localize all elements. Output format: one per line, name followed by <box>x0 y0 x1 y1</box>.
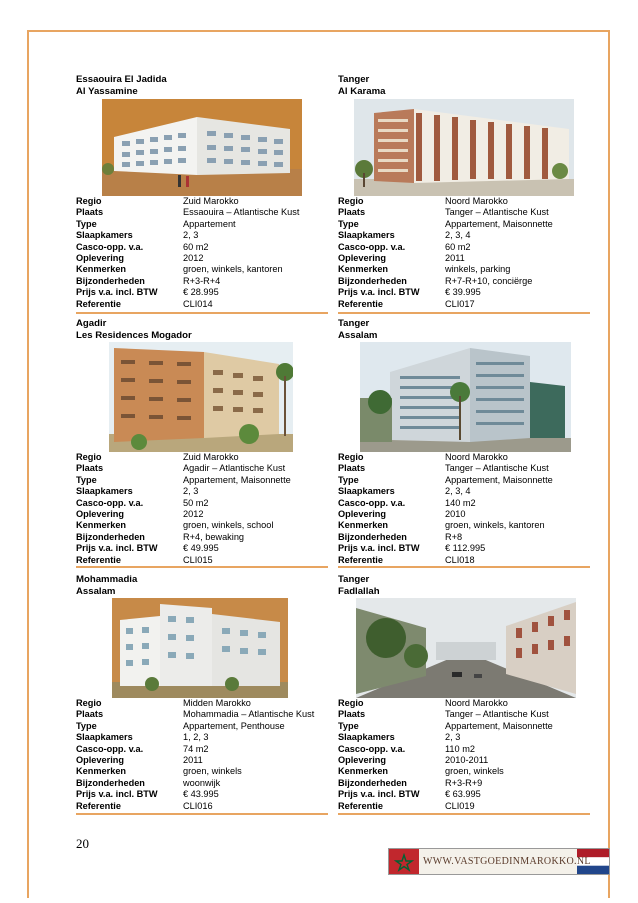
spec-label: Plaats <box>338 709 366 720</box>
spec-row <box>76 732 328 743</box>
spec-label: Prijs v.a. incl. BTW <box>338 789 420 800</box>
spec-label: Referentie <box>338 800 383 811</box>
spec-label: Slaapkamers <box>338 230 395 241</box>
spec-row <box>76 755 328 766</box>
spec-row <box>76 230 328 241</box>
spec-row <box>76 486 328 497</box>
spec-label: Referentie <box>338 298 383 309</box>
spec-label: Prijs v.a. incl. BTW <box>338 543 420 554</box>
spec-label: Kenmerken <box>338 520 389 531</box>
spec-value: 2, 3 <box>183 230 199 241</box>
spec-value: 140 m2 <box>445 497 476 508</box>
spec-value: Midden Marokko <box>183 698 251 708</box>
spec-label: Prijs v.a. incl. BTW <box>76 543 158 554</box>
spec-label: Regio <box>338 196 364 206</box>
spec-label: Bijzonderheden <box>76 531 145 542</box>
spec-row <box>76 475 328 486</box>
spec-label: Casco-opp. v.a. <box>76 497 144 508</box>
spec-row <box>76 299 328 310</box>
spec-label: Kenmerken <box>76 264 127 275</box>
spec-row <box>338 721 590 732</box>
listing-project: Al Yassamine <box>76 86 138 97</box>
spec-label: Oplevering <box>76 508 124 519</box>
spec-label: Bijzonderheden <box>338 777 407 788</box>
spec-label: Referentie <box>76 554 121 565</box>
spec-row <box>76 801 328 812</box>
listing-cli019 <box>338 574 590 811</box>
spec-label: Oplevering <box>76 754 124 765</box>
spec-row <box>338 801 590 812</box>
building-photo <box>102 99 302 196</box>
spec-value: R+8 <box>445 531 463 542</box>
spec-row <box>76 242 328 253</box>
spec-value: € 43.995 <box>183 789 219 800</box>
spec-label: Oplevering <box>338 508 386 519</box>
spec-value: groen, winkels, kantoren <box>445 520 545 531</box>
spec-label: Oplevering <box>338 252 386 263</box>
spec-value: 2010-2011 <box>445 754 489 765</box>
spec-row <box>338 744 590 755</box>
spec-value: groen, winkels <box>183 766 242 777</box>
spec-label: Plaats <box>76 709 104 720</box>
spec-value: Noord Marokko <box>445 196 508 206</box>
spec-value: CLI019 <box>445 800 475 811</box>
listing-city: Tanger <box>338 574 370 585</box>
spec-value: 50 m2 <box>183 497 209 508</box>
spec-label: Kenmerken <box>338 766 389 777</box>
spec-label: Casco-opp. v.a. <box>338 743 406 754</box>
spec-value: winkels, parking <box>445 264 511 275</box>
spec-value: 2, 3, 4 <box>445 230 471 241</box>
spec-value: 110 m2 <box>445 743 475 754</box>
spec-table <box>76 698 328 812</box>
spec-row <box>76 207 328 218</box>
page-number: 20 <box>76 836 89 851</box>
listing-cli015 <box>76 318 328 565</box>
spec-value: groen, winkels <box>445 766 504 777</box>
spec-row <box>76 452 328 463</box>
spec-label: Prijs v.a. incl. BTW <box>76 287 158 298</box>
spec-row <box>76 543 328 554</box>
separator-line <box>76 566 328 568</box>
spec-row <box>76 744 328 755</box>
spec-value: CLI017 <box>445 298 475 309</box>
building-photo <box>360 342 571 452</box>
spec-value: Appartement <box>183 218 236 229</box>
building-photo <box>356 598 576 698</box>
spec-value: € 63.995 <box>445 789 481 800</box>
spec-value: Tanger – Atlantische Kust <box>445 709 549 720</box>
spec-row <box>338 452 590 463</box>
spec-row <box>338 207 590 218</box>
spec-row <box>338 766 590 777</box>
spec-label: Oplevering <box>76 252 124 263</box>
spec-value: 2011 <box>183 754 203 765</box>
spec-value: 2010 <box>445 508 466 519</box>
spec-row <box>338 789 590 800</box>
spec-row <box>76 287 328 298</box>
spec-value: Appartement, Maisonnette <box>445 720 553 731</box>
spec-label: Slaapkamers <box>76 732 133 743</box>
spec-row <box>76 709 328 720</box>
listing-cli017 <box>338 74 590 309</box>
listing-city: Agadir <box>76 318 107 329</box>
spec-label: Slaapkamers <box>338 732 395 743</box>
spec-label: Regio <box>338 698 364 708</box>
building-photo <box>112 598 288 698</box>
listing-project: Assalam <box>338 330 378 341</box>
spec-value: 2, 3 <box>445 732 461 743</box>
listing-project: Al Karama <box>338 86 386 97</box>
spec-row <box>338 463 590 474</box>
spec-row <box>338 520 590 531</box>
spec-label: Plaats <box>76 207 104 218</box>
spec-label: Kenmerken <box>338 264 389 275</box>
spec-value: woonwijk <box>183 777 221 788</box>
spec-label: Bijzonderheden <box>76 275 145 286</box>
spec-label: Kenmerken <box>76 766 127 777</box>
spec-label: Bijzonderheden <box>338 531 407 542</box>
spec-label: Regio <box>338 452 364 462</box>
spec-value: CLI016 <box>183 800 213 811</box>
spec-value: Agadir – Atlantische Kust <box>183 463 286 474</box>
spec-label: Slaapkamers <box>76 486 133 497</box>
spec-label: Casco-opp. v.a. <box>76 743 144 754</box>
spec-value: R+3-R+4 <box>183 275 221 286</box>
spec-value: 60 m2 <box>445 241 471 252</box>
spec-value: Tanger – Atlantische Kust <box>445 463 549 474</box>
spec-label: Referentie <box>76 298 121 309</box>
spec-table <box>338 698 590 812</box>
spec-value: CLI015 <box>183 554 213 565</box>
spec-row <box>76 264 328 275</box>
spec-label: Plaats <box>338 207 366 218</box>
spec-label: Plaats <box>338 463 366 474</box>
spec-value: 2012 <box>183 508 204 519</box>
spec-row <box>338 219 590 230</box>
spec-row <box>338 555 590 566</box>
spec-value: 60 m2 <box>183 241 209 252</box>
spec-table <box>76 452 328 566</box>
spec-row <box>76 276 328 287</box>
spec-row <box>338 253 590 264</box>
spec-row <box>76 789 328 800</box>
spec-label: Type <box>338 474 359 485</box>
listing-city: Essaouira El Jadida <box>76 74 167 85</box>
spec-value: groen, winkels, school <box>183 520 274 531</box>
spec-row <box>76 766 328 777</box>
spec-row <box>338 475 590 486</box>
spec-label: Type <box>76 218 97 229</box>
spec-value: 74 m2 <box>183 743 209 754</box>
spec-row <box>338 698 590 709</box>
spec-row <box>338 230 590 241</box>
spec-row <box>76 698 328 709</box>
separator-line <box>338 813 590 815</box>
spec-value: 2, 3, 4 <box>445 486 471 497</box>
spec-label: Regio <box>76 196 102 206</box>
spec-row <box>76 721 328 732</box>
spec-row <box>76 532 328 543</box>
spec-label: Regio <box>76 698 102 708</box>
spec-value: R+3-R+9 <box>445 777 483 788</box>
spec-row <box>338 498 590 509</box>
spec-row <box>76 219 328 230</box>
separator-line <box>76 813 328 815</box>
spec-value: Noord Marokko <box>445 452 508 462</box>
spec-value: Tanger – Atlantische Kust <box>445 207 549 218</box>
spec-value: R+7-R+10, conciërge <box>445 275 533 286</box>
spec-label: Oplevering <box>338 754 386 765</box>
spec-value: Appartement, Maisonnette <box>183 474 291 485</box>
spec-row <box>338 778 590 789</box>
building-photo <box>109 342 293 452</box>
spec-row <box>76 778 328 789</box>
spec-value: Appartement, Maisonnette <box>445 474 553 485</box>
listing-city: Tanger <box>338 318 370 329</box>
spec-label: Type <box>338 218 359 229</box>
spec-label: Casco-opp. v.a. <box>76 241 144 252</box>
spec-label: Casco-opp. v.a. <box>338 241 406 252</box>
spec-value: CLI014 <box>183 298 213 309</box>
spec-value: Essaouira – Atlantische Kust <box>183 207 300 218</box>
spec-value: € 112.995 <box>445 543 486 554</box>
spec-value: Zuid Marokko <box>183 196 239 206</box>
spec-label: Plaats <box>76 463 104 474</box>
spec-table <box>76 196 328 310</box>
spec-row <box>338 196 590 207</box>
spec-label: Kenmerken <box>76 520 127 531</box>
spec-row <box>76 520 328 531</box>
spec-label: Referentie <box>76 800 121 811</box>
website-url: WWW.VASTGOEDINMAROKKO.NL <box>423 856 591 867</box>
spec-label: Regio <box>76 452 102 462</box>
spec-row <box>338 287 590 298</box>
separator-line <box>338 566 590 568</box>
separator-line <box>338 312 590 314</box>
spec-value: Mohammadia – Atlantische Kust <box>183 709 315 720</box>
spec-row <box>76 253 328 264</box>
spec-value: Noord Marokko <box>445 698 508 708</box>
listing-project: Fadlallah <box>338 586 380 597</box>
spec-label: Referentie <box>338 554 383 565</box>
listing-project: Les Residences Mogador <box>76 330 192 341</box>
listing-city: Tanger <box>338 74 370 85</box>
spec-value: CLI018 <box>445 554 475 565</box>
listing-project: Assalam <box>76 586 116 597</box>
spec-value: € 28.995 <box>183 287 219 298</box>
spec-row <box>338 543 590 554</box>
spec-row <box>76 463 328 474</box>
spec-row <box>76 555 328 566</box>
spec-row <box>338 755 590 766</box>
spec-label: Bijzonderheden <box>76 777 145 788</box>
spec-row <box>338 486 590 497</box>
listing-cli016 <box>76 574 328 811</box>
spec-row <box>338 299 590 310</box>
spec-table <box>338 452 590 566</box>
spec-row <box>338 242 590 253</box>
spec-row <box>338 709 590 720</box>
spec-value: Zuid Marokko <box>183 452 239 462</box>
listing-city: Mohammadia <box>76 574 138 585</box>
spec-label: Slaapkamers <box>338 486 395 497</box>
spec-row <box>76 498 328 509</box>
spec-label: Type <box>76 474 97 485</box>
spec-value: Appartement, Penthouse <box>183 720 285 731</box>
spec-label: Bijzonderheden <box>338 275 407 286</box>
spec-row <box>76 509 328 520</box>
spec-value: € 49.995 <box>183 543 219 554</box>
listing-cli014 <box>76 74 328 309</box>
spec-value: Appartement, Maisonnette <box>445 218 553 229</box>
spec-label: Type <box>338 720 359 731</box>
spec-value: R+4, bewaking <box>183 531 245 542</box>
spec-value: € 39.995 <box>445 287 481 298</box>
listing-cli018 <box>338 318 590 565</box>
spec-row <box>338 509 590 520</box>
spec-value: groen, winkels, kantoren <box>183 264 283 275</box>
spec-value: 2012 <box>183 252 204 263</box>
spec-label: Slaapkamers <box>76 230 133 241</box>
spec-label: Type <box>76 720 97 731</box>
footer-banner <box>388 848 610 875</box>
spec-label: Prijs v.a. incl. BTW <box>338 287 420 298</box>
spec-table <box>338 196 590 310</box>
spec-value: 2, 3 <box>183 486 199 497</box>
spec-row <box>76 196 328 207</box>
spec-row <box>338 732 590 743</box>
spec-row <box>338 264 590 275</box>
spec-label: Casco-opp. v.a. <box>338 497 406 508</box>
separator-line <box>76 312 328 314</box>
spec-value: 1, 2, 3 <box>183 732 209 743</box>
spec-row <box>338 532 590 543</box>
spec-label: Prijs v.a. incl. BTW <box>76 789 158 800</box>
spec-value: 2011 <box>445 252 465 263</box>
building-photo <box>354 99 574 196</box>
spec-row <box>338 276 590 287</box>
